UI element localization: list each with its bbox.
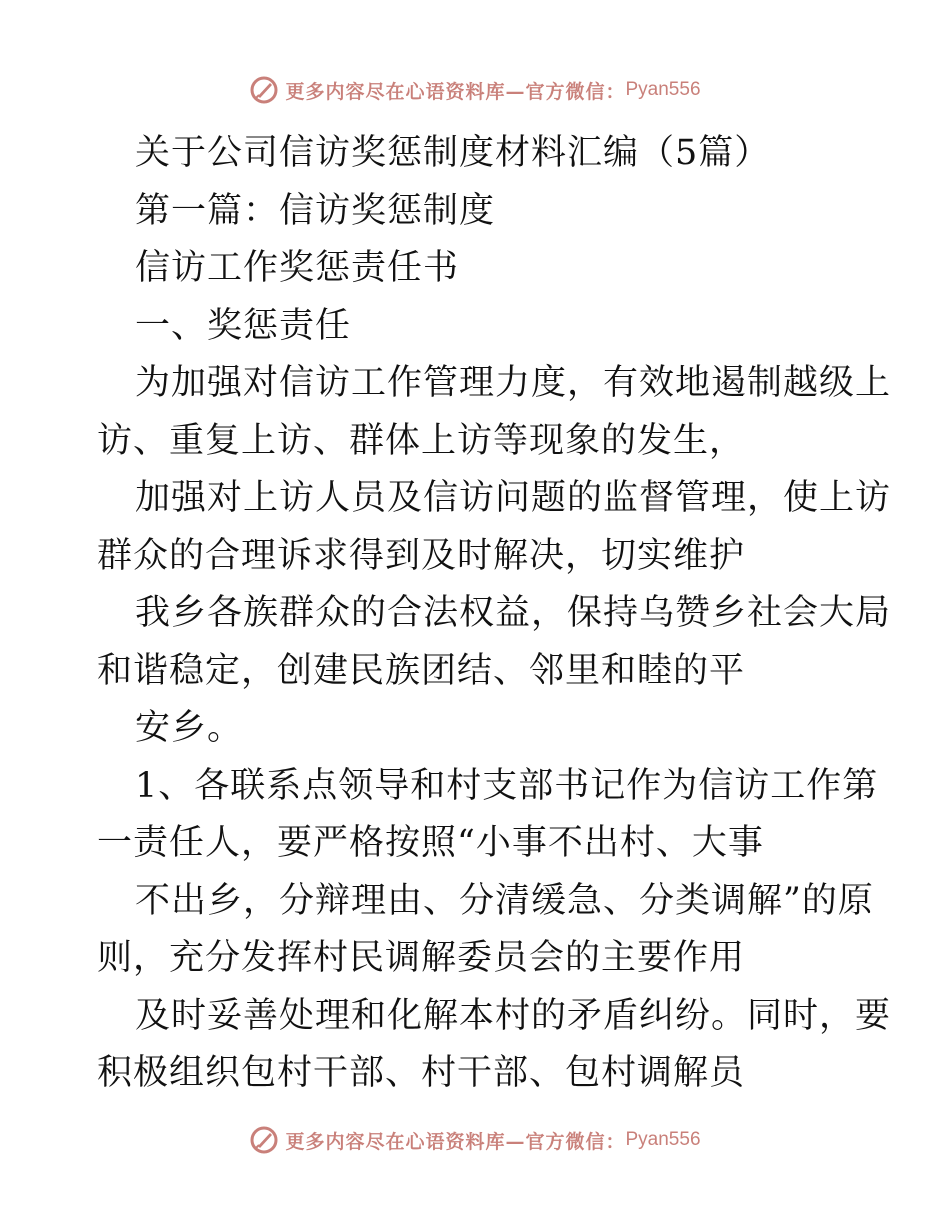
paragraph-line: 不出乡，分辩理由、分清缓急、分类调解”的原 [135, 880, 874, 921]
paragraph-line: 群众的合理诉求得到及时解决，切实维护 [97, 535, 746, 576]
paragraph-line: 为加强对信访工作管理力度，有效地遏制越级上 [135, 363, 892, 403]
banner-text: 更多内容尽在心语资料库—官方微信： [285, 1130, 626, 1153]
paragraph-line: 和谐稳定，创建民族团结、邻里和睦的平 [97, 650, 746, 691]
paragraph-line: 安乡。 [135, 708, 244, 748]
banner-text: 更多内容尽在心语资料库—官方微信： [285, 80, 626, 103]
brand-logo-icon [249, 75, 279, 105]
section-heading: 一、奖惩责任 [135, 305, 352, 346]
paragraph-line: 积极组织包村干部、村干部、包村调解员 [97, 1053, 746, 1093]
banner-wechat-id: Pyan556 [625, 1129, 701, 1150]
paragraph-line: 则，充分发挥村民调解委员会的主要作用 [97, 938, 746, 978]
header-watermark-banner [0, 70, 950, 110]
paragraph-line: 1、各联系点领导和村支部书记作为信访工作第 [135, 765, 879, 806]
paragraph-line: 访、重复上访、群体上访等现象的发生， [97, 420, 746, 461]
paragraph-line: 加强对上访人员及信访问题的监督管理，使上访 [135, 478, 892, 518]
footer-watermark-banner [0, 1120, 950, 1160]
paragraph-line: 及时妥善处理和化解本村的矛盾纠纷。同时，要 [135, 995, 892, 1036]
section-heading: 第一篇：信访奖惩制度 [135, 190, 496, 231]
paragraph-line: 一责任人，要严格按照“小事不出村、大事 [97, 823, 764, 863]
paragraph-line: 我乡各族群众的合法权益，保持乌赞乡社会大局 [135, 593, 892, 633]
subtitle: 信访工作奖惩责任书 [135, 248, 460, 288]
document-body [97, 125, 892, 1103]
document-title: 关于公司信访奖惩制度材料汇编（5篇） [135, 133, 771, 173]
brand-logo-icon [249, 1125, 279, 1155]
banner-wechat-id: Pyan556 [625, 79, 701, 100]
